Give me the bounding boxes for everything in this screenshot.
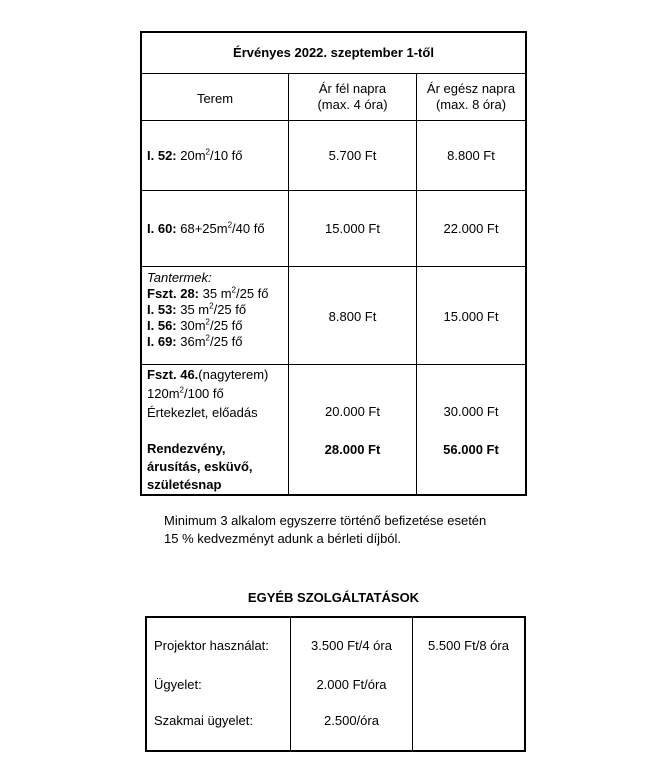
hall-meeting-full-price: 30.000 Ft bbox=[443, 404, 499, 419]
hall-meeting-half-price: 20.000 Ft bbox=[325, 404, 380, 419]
duty-label: Ügyelet: bbox=[154, 677, 202, 692]
discount-line2: 15 % kedvezményt adunk a bérleti díjból. bbox=[164, 531, 402, 546]
discount-line1: Minimum 3 alkalom egyszerre történő befizetése esetén bbox=[164, 513, 487, 528]
classrooms-half-price: 8.800 Ft bbox=[328, 309, 377, 324]
room-i60-full-price: 22.000 Ft bbox=[443, 221, 499, 236]
header-full-day-line1: Ár egész napra bbox=[426, 81, 516, 96]
duty-price: 2.000 Ft/óra bbox=[316, 677, 387, 692]
header-full-day bbox=[417, 81, 525, 113]
header-half-day-line1: Ár fél napra bbox=[318, 81, 387, 96]
hall-info: Fszt. 46.(nagyterem) $120m^2/100$ fő Értekezlet, előadás bbox=[147, 367, 269, 420]
classrooms-heading: Tantermek: bbox=[147, 270, 212, 285]
header-half-day-line2: (max. 4 óra) bbox=[317, 97, 388, 112]
header-full-day-line2: (max. 8 óra) bbox=[435, 97, 507, 112]
hall-event-half-price: 28.000 Ft bbox=[324, 442, 381, 457]
pro-duty-price: 2.500/óra bbox=[324, 713, 379, 728]
header-half-day bbox=[289, 81, 416, 113]
discount-note bbox=[164, 512, 486, 548]
room-i60-half-price: 15.000 Ft bbox=[325, 221, 380, 236]
room-i52-full-price: 8.800 Ft bbox=[447, 148, 495, 163]
classrooms-list bbox=[147, 270, 269, 350]
classroom-item: Fszt. 28: 35 $m^2/25$ fő bbox=[147, 285, 269, 301]
other-services-title: EGYÉB SZOLGÁLTATÁSOK bbox=[247, 590, 420, 605]
pro-duty-label: Szakmai ügyelet: bbox=[154, 713, 253, 728]
room-i52-half-price: 5.700 Ft bbox=[328, 148, 377, 163]
hall-event-full-price: 56.000 Ft bbox=[443, 442, 499, 457]
room-i60: I. 60: $68+25m^2/40$ fő bbox=[147, 220, 265, 236]
room-i52: I. 52: $20m^2/10$ fő bbox=[147, 147, 243, 163]
projector-half-price: 3.500 Ft/4 óra bbox=[311, 638, 392, 653]
projector-label: Projektor használat: bbox=[154, 638, 269, 653]
classroom-item: I. 69: $36m^2/25$ fő bbox=[147, 333, 243, 349]
classrooms-full-price: 15.000 Ft bbox=[443, 309, 499, 324]
table-title: Érvényes 2022. szeptember 1-től bbox=[233, 45, 434, 60]
header-room: Terem bbox=[196, 91, 234, 106]
classroom-item: I. 53: 35 $m^2/25$ fő bbox=[147, 301, 247, 317]
projector-full-price: 5.500 Ft/8 óra bbox=[428, 638, 509, 653]
hall-event-label: Rendezvény, árusítás, esküvő, születésnap bbox=[147, 441, 253, 492]
classroom-item: I. 56: $30m^2/25$ fő bbox=[147, 317, 243, 333]
